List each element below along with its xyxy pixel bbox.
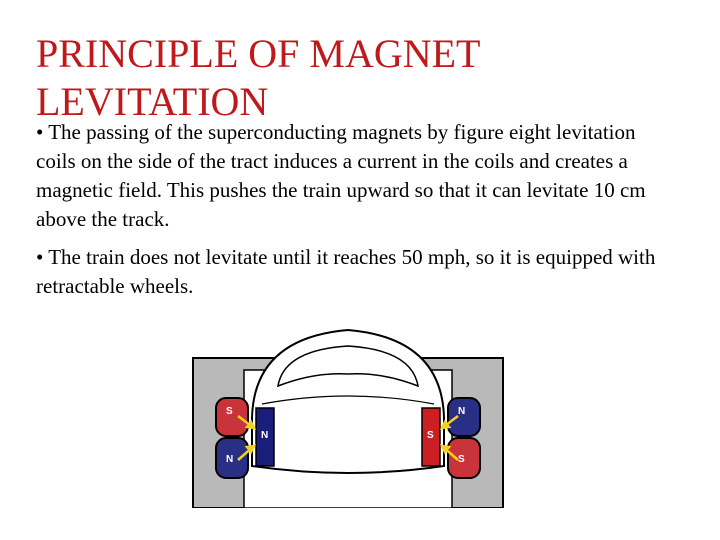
left-coil-top bbox=[216, 398, 248, 436]
right-coil-top bbox=[448, 398, 480, 436]
left-magnet-label: N bbox=[261, 430, 269, 441]
left-coil-bottom-label: N bbox=[226, 454, 234, 465]
right-magnet-label: S bbox=[427, 430, 434, 441]
slide-body bbox=[36, 118, 676, 310]
maglev-cross-section-diagram bbox=[192, 328, 504, 508]
slide-title: PRINCIPLE OF MAGNET LEVITATION bbox=[36, 31, 480, 124]
right-coil-bottom-label: S bbox=[458, 454, 465, 465]
left-coil-top-label: S bbox=[226, 406, 233, 417]
bullet-levitation-coils: • The passing of the superconducting magnets by figure eight levitation coils on the side of the tract induces a current in the coils and creates a magnetic field. This pushes the train upward so that it can levitate 10 cm above the track. bbox=[36, 120, 646, 231]
right-coil-top-label: N bbox=[458, 406, 466, 417]
bullet-retractable-wheels: • The train does not levitate until it reaches 50 mph, so it is equipped with retractable wheels. bbox=[36, 245, 656, 298]
